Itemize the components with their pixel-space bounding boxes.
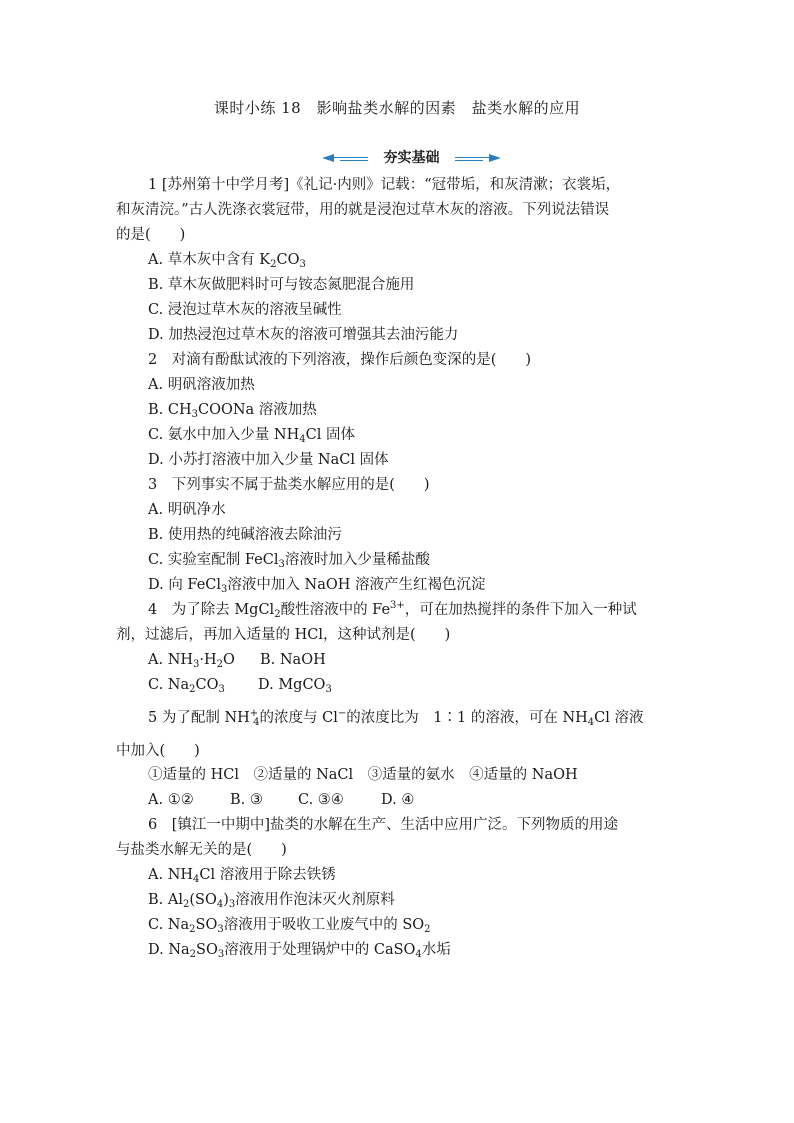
q2-stem: 2 对滴有酚酞试液的下列溶液，操作后颜色变深的是( ) <box>148 352 532 368</box>
q4-option-c: C. $Na_2CO_3$ <box>148 677 225 695</box>
q2-option-d: D. 小苏打溶液中加入少量 NaCl 固体 <box>148 452 389 468</box>
q5-stem-line-1: 5 为了配制 $NH^+_4$的浓度与 Cl−的浓度比为 1∶1 的溶液，可在 $NH_4Cl$ 溶液 <box>148 708 644 728</box>
q1-stem-line-1: 1 [苏州第十中学月考]《礼记·内则》记载：“冠带垢，和灰清漱；衣裳垢， <box>148 177 621 193</box>
q6-stem-line-1: 6 [镇江一中期中]盐类的水解在生产、生活中应用广泛。下列物质的用途 <box>148 817 619 833</box>
q6-stem-line-2: 与盐类水解无关的是( ) <box>116 842 287 858</box>
q3-option-b: B. 使用热的纯碱溶液去除油污 <box>148 527 342 543</box>
section-header <box>0 147 794 169</box>
q5-option-a: A. ①② <box>148 792 194 808</box>
q4-stem-line-1: 4 为了除去 MgCl$_2$酸性溶液中的 $Fe^{3+}$，可在加热搅拌的条件下加入一种试 <box>148 600 637 620</box>
q1-stem-line-3: 的是( ) <box>116 227 186 243</box>
page-title: 课时小练 18 影响盐类水解的因素 盐类水解的应用 <box>213 99 581 117</box>
q5-choices: ①适量的 HCl ②适量的 NaCl ③适量的氨水 ④适量的 NaOH <box>148 767 578 783</box>
right-rule <box>455 157 491 158</box>
q4-stem-line-2: 剂，过滤后，再加入适量的 HCl，这种试剂是( ) <box>116 627 451 643</box>
q3-option-a: A. 明矾净水 <box>148 502 226 518</box>
q6-option-b: B. $Al_2(SO_4)_3$溶液用作泡沫灭火剂原料 <box>148 892 395 910</box>
left-rule-2 <box>340 160 368 161</box>
q4-options-row-1 <box>148 650 326 670</box>
q4-option-b: B. NaOH <box>260 652 326 668</box>
q2-option-c: C. 氨水中加入少量 $NH_4Cl$ 固体 <box>148 427 355 445</box>
q3-stem: 3 下列事实不属于盐类水解应用的是( ) <box>148 477 430 493</box>
q4-option-d: D. MgCO$_3$ <box>258 677 332 695</box>
q1-option-b: B. 草木灰做肥料时可与铵态氮肥混合施用 <box>148 277 415 293</box>
q3-option-c: C. 实验室配制 FeCl$_3$溶液时加入少量稀盐酸 <box>148 552 430 570</box>
q1-option-c: C. 浸泡过草木灰的溶液呈碱性 <box>148 302 342 318</box>
q1-option-d: D. 加热浸泡过草木灰的溶液可增强其去油污能力 <box>148 327 459 343</box>
q3-option-d: D. 向 FeCl$_3$溶液中加入 NaOH 溶液产生红褐色沉淀 <box>148 577 486 595</box>
section-label: 夯实基础 <box>383 150 440 166</box>
left-rule <box>332 157 368 158</box>
q5-option-c: C. ③④ <box>298 792 344 808</box>
q2-option-b: B. $CH_3COONa$ 溶液加热 <box>148 402 317 420</box>
q6-option-a: A. $NH_4Cl$ 溶液用于除去铁锈 <box>148 867 336 885</box>
left-arrow-ornament <box>322 154 334 162</box>
q6-option-d: D. $Na_2SO_3$溶液用于处理锅炉中的 CaSO$_4$水垢 <box>148 942 451 960</box>
q4-option-a: A. $NH_3\cdot H_2O$ <box>148 652 235 670</box>
q2-option-a: A. 明矾溶液加热 <box>148 377 255 393</box>
q5-options <box>148 790 414 810</box>
right-rule-2 <box>455 160 483 161</box>
q4-options-row-2 <box>148 675 332 695</box>
right-arrow-ornament <box>489 154 501 162</box>
q1-option-a: A. 草木灰中含有 $K_2CO_3$ <box>148 252 306 270</box>
q5-option-d: D. ④ <box>381 792 415 808</box>
q1-stem-line-2: 和灰清浣。”古人洗涤衣裳冠带，用的就是浸泡过草木灰的溶液。下列说法错误 <box>116 202 610 218</box>
q5-option-b: B. ③ <box>230 792 263 808</box>
q5-stem-line-2: 中加入( ) <box>116 743 200 759</box>
q6-option-c: C. $Na_2SO_3$溶液用于吸收工业废气中的 $SO_2$ <box>148 917 431 935</box>
